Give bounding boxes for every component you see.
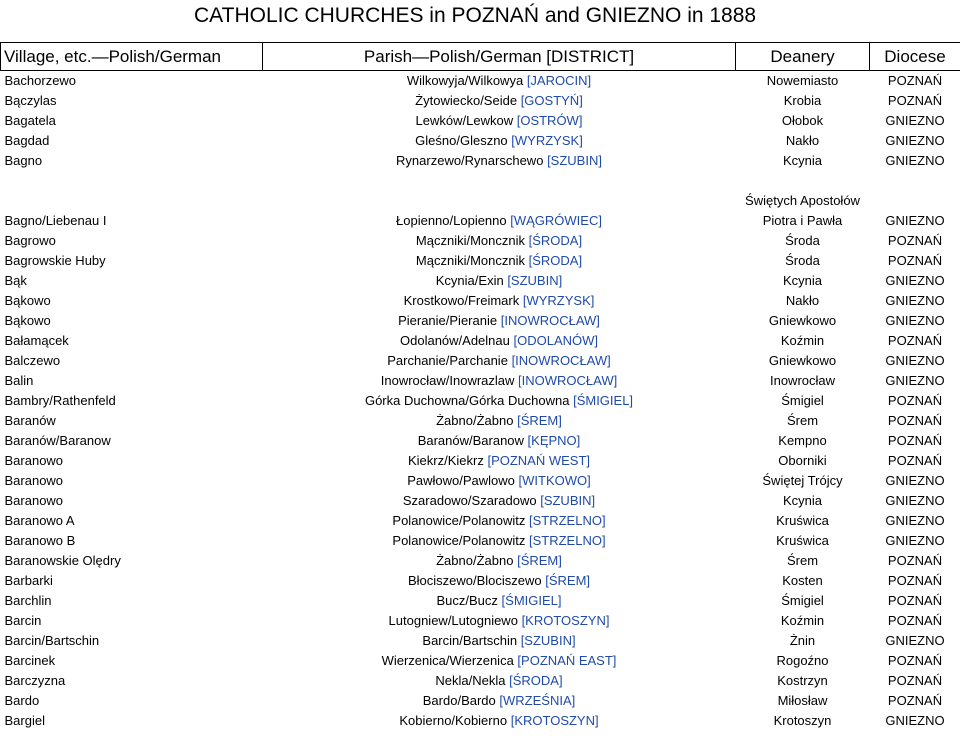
district-name: [SZUBIN] (520, 633, 576, 648)
parish-name: Parchanie/Parchanie (387, 353, 508, 368)
table-row (1, 531, 960, 551)
district-name: [WYRZYSK] (511, 133, 583, 148)
cell-deanery: Śmigiel (781, 393, 824, 408)
parish-name: Polanowice/Polanowitz (392, 533, 526, 548)
cell-deanery: Kruświca (776, 513, 829, 528)
district-name: [POZNAŃ WEST] (487, 453, 591, 468)
district-name: [KĘPNO] (527, 433, 581, 448)
district-name: [ŚRODA] (528, 233, 583, 248)
cell-village: Baranowskie Olędry (4, 553, 121, 568)
cell-village: Bardo (4, 693, 40, 708)
cell-diocese: GNIEZNO (885, 313, 945, 328)
cell-diocese: POZNAŃ (887, 613, 943, 628)
churches-table-container (0, 42, 960, 731)
parish-name: Błociszewo/Blociszewo (407, 573, 542, 588)
district-name: [ŚMIGIEL] (573, 393, 634, 408)
cell-diocese: POZNAŃ (887, 673, 943, 688)
cell-deanery: Krobia (783, 93, 822, 108)
cell-deanery: Gniewkowo (768, 353, 837, 368)
cell-deanery: Gniewkowo (768, 313, 837, 328)
district-name: [ODOLANÓW] (513, 333, 598, 348)
cell-deanery: Śrem (786, 553, 819, 568)
cell-parish (263, 591, 736, 611)
table-row (1, 651, 960, 671)
cell-diocese: GNIEZNO (885, 713, 945, 728)
table-row (1, 231, 960, 251)
cell-diocese: GNIEZNO (885, 153, 945, 168)
parish-name: Wierzenica/Wierzenica (381, 653, 514, 668)
cell-village: Baranowo (4, 493, 64, 508)
district-name: [ŚREM] (517, 553, 562, 568)
cell-diocese: POZNAŃ (887, 573, 943, 588)
cell-parish (263, 171, 736, 231)
parish-name: Górka Duchowna/Górka Duchowna (364, 393, 570, 408)
district-name: [STRZELNO] (529, 533, 606, 548)
table-row (1, 171, 960, 231)
cell-parish (263, 511, 736, 531)
cell-parish (263, 551, 736, 571)
header-village: Village, etc.—Polish/German (1, 43, 263, 71)
district-name: [INOWROCŁAW] (518, 373, 618, 388)
cell-village: Barcin/Bartschin (4, 633, 100, 648)
parish-name: Inowrocław/Inowrazlaw (380, 373, 515, 388)
cell-village: Barbarki (4, 573, 53, 588)
table-row (1, 151, 960, 171)
table-row (1, 691, 960, 711)
parish-name: Kcynia/Exin (435, 273, 504, 288)
cell-parish (263, 671, 736, 691)
cell-parish (263, 411, 736, 431)
cell-parish (263, 71, 736, 92)
parish-name: Barcin/Bartschin (422, 633, 518, 648)
cell-diocese: GNIEZNO (885, 473, 945, 488)
cell-diocese: POZNAŃ (887, 233, 943, 248)
cell-parish (263, 151, 736, 171)
cell-village: Barchlin (4, 593, 52, 608)
cell-parish (263, 251, 736, 271)
cell-village: Baranowo (4, 453, 64, 468)
table-row (1, 71, 960, 92)
cell-parish (263, 431, 736, 451)
cell-deanery: Śrem (786, 413, 819, 428)
parish-name: Łopienno/Lopienno (396, 213, 507, 228)
parish-name: Kiekrz/Kiekrz (407, 453, 484, 468)
cell-deanery: Nowemiasto (766, 73, 839, 88)
table-row (1, 371, 960, 391)
table-row (1, 411, 960, 431)
cell-diocese: POZNAŃ (887, 453, 943, 468)
cell-diocese: GNIEZNO (885, 113, 945, 128)
table-row (1, 551, 960, 571)
cell-parish (263, 611, 736, 631)
cell-village: Baranowo B (4, 533, 76, 548)
district-name: [ŚRODA] (509, 673, 563, 688)
parish-name: Rynarzewo/Rynarschewo (396, 153, 544, 168)
cell-village: Bagatela (4, 113, 56, 128)
cell-parish (263, 291, 736, 311)
cell-diocese: GNIEZNO (885, 353, 945, 368)
cell-village: Baranów (4, 413, 56, 428)
parish-name: Żytowiecko/Seide (415, 93, 518, 108)
cell-parish (263, 651, 736, 671)
cell-parish (263, 531, 736, 551)
cell-diocese: POZNAŃ (887, 433, 943, 448)
cell-village: Barcinek (4, 653, 56, 668)
cell-village: Bagdad (4, 133, 50, 148)
cell-village: Bambry/Rathenfeld (4, 393, 116, 408)
cell-village: Baranowo (4, 473, 64, 488)
district-name: [KROTOSZYN] (510, 713, 599, 728)
table-row (1, 491, 960, 511)
cell-deanery: Nakło (785, 133, 820, 148)
cell-diocese: POZNAŃ (887, 653, 943, 668)
cell-diocese: POZNAŃ (887, 413, 943, 428)
cell-village: Bagrowo (4, 233, 56, 248)
cell-village: Baranowo A (4, 513, 75, 528)
cell-village: Balczewo (4, 353, 61, 368)
cell-diocese: GNIEZNO (885, 133, 945, 148)
district-name: [ŚREM] (545, 573, 591, 588)
cell-diocese: POZNAŃ (887, 253, 943, 268)
district-name: [WĄGRÓWIEC] (510, 213, 602, 228)
cell-deanery: Środa (785, 253, 820, 268)
district-name: [SZUBIN] (547, 153, 602, 168)
cell-village: Bąkowo (4, 313, 51, 328)
parish-name: Lewków/Lewkow (415, 113, 514, 128)
cell-parish (263, 691, 736, 711)
table-row (1, 331, 960, 351)
cell-diocese: GNIEZNO (885, 533, 945, 548)
parish-name: Bardo/Bardo (422, 693, 496, 708)
cell-deanery: Rogoźno (776, 653, 829, 668)
cell-deanery: Inowrocław (769, 373, 836, 388)
table-row (1, 711, 960, 731)
parish-name: Pieranie/Pieranie (398, 313, 498, 328)
cell-deanery: Koźmin (780, 333, 825, 348)
cell-parish (263, 91, 736, 111)
cell-parish (263, 371, 736, 391)
table-row (1, 391, 960, 411)
cell-village: Bagno/Liebenau I (4, 213, 107, 228)
cell-parish (263, 331, 736, 351)
cell-deanery: Świętych Apostołów Piotra i Pawła (745, 193, 860, 228)
cell-deanery: Kcynia (782, 153, 823, 168)
table-row (1, 291, 960, 311)
table-row (1, 431, 960, 451)
parish-name: Baranów/Baranow (417, 433, 524, 448)
cell-deanery: Żnin (789, 633, 816, 648)
cell-deanery: Kruświca (776, 533, 829, 548)
district-name: [ŚREM] (517, 413, 562, 428)
cell-diocese: GNIEZNO (885, 493, 945, 508)
table-row (1, 511, 960, 531)
district-name: [SZUBIN] (540, 493, 596, 508)
district-name: [SZUBIN] (507, 273, 563, 288)
cell-deanery: Kcynia (782, 273, 823, 288)
cell-village: Baranów/Baranow (4, 433, 111, 448)
district-name: [POZNAŃ EAST] (517, 653, 617, 668)
cell-parish (263, 311, 736, 331)
district-name: [JAROCIN] (526, 73, 592, 88)
table-row (1, 251, 960, 271)
cell-diocese: GNIEZNO (885, 633, 945, 648)
cell-deanery: Koźmin (780, 613, 825, 628)
cell-diocese: GNIEZNO (885, 513, 945, 528)
cell-village: Bąkowo (4, 293, 51, 308)
cell-village: Barcin (4, 613, 42, 628)
parish-name: Krostkowo/Freimark (403, 293, 520, 308)
district-name: [WITKOWO] (518, 473, 591, 488)
cell-deanery: Miłosław (777, 693, 828, 708)
cell-village: Bagno (4, 153, 43, 168)
cell-parish (263, 391, 736, 411)
header-diocese: Diocese (870, 43, 960, 71)
cell-diocese: POZNAŃ (887, 333, 943, 348)
cell-parish (263, 231, 736, 251)
cell-village: Barczyzna (4, 673, 66, 688)
cell-diocese: GNIEZNO (885, 213, 945, 228)
parish-name: Lutogniew/Lutogniewo (388, 613, 518, 628)
cell-deanery: Ołobok (781, 113, 824, 128)
table-row (1, 351, 960, 371)
churches-table (0, 42, 960, 731)
parish-name: Wilkowyja/Wilkowya (406, 73, 524, 88)
parish-name: Gleśno/Gleszno (415, 133, 508, 148)
district-name: [INOWROCŁAW] (511, 353, 611, 368)
cell-diocese: GNIEZNO (885, 293, 945, 308)
cell-deanery: Kcynia (782, 493, 823, 508)
cell-deanery: Śmigiel (781, 593, 824, 608)
table-row (1, 611, 960, 631)
cell-diocese: POZNAŃ (887, 73, 943, 88)
cell-parish (263, 571, 736, 591)
parish-name: Szaradowo/Szaradowo (402, 493, 537, 508)
table-row (1, 671, 960, 691)
parish-name: Kobierno/Kobierno (399, 713, 508, 728)
cell-deanery: Kostrzyn (777, 673, 828, 688)
table-row (1, 631, 960, 651)
cell-village: Bałamącek (4, 333, 69, 348)
parish-name: Pawłowo/Pawlowo (407, 473, 515, 488)
cell-village: Bachorzewo (4, 73, 77, 88)
page-title: CATHOLIC CHURCHES in POZNAŃ and GNIEZNO in 1888 (194, 4, 757, 27)
cell-deanery: Środa (785, 233, 820, 248)
table-row (1, 111, 960, 131)
district-name: [INOWROCŁAW] (500, 313, 600, 328)
table-row (1, 571, 960, 591)
cell-deanery: Świętej Trójcy (762, 473, 843, 488)
page-title-bar (0, 0, 960, 34)
cell-parish (263, 271, 736, 291)
cell-parish (263, 471, 736, 491)
district-name: [KROTOSZYN] (521, 613, 610, 628)
cell-diocese: POZNAŃ (887, 93, 943, 108)
district-name: [STRZELNO] (529, 513, 606, 528)
cell-diocese: POZNAŃ (887, 693, 943, 708)
cell-diocese: GNIEZNO (885, 373, 945, 388)
district-name: [ŚRODA] (528, 253, 583, 268)
cell-diocese: POZNAŃ (887, 553, 943, 568)
parish-name: Bucz/Bucz (436, 593, 498, 608)
cell-village: Bączylas (4, 93, 57, 108)
district-name: [OSTRÓW] (516, 113, 583, 128)
cell-parish (263, 711, 736, 731)
cell-village: Bagrowskie Huby (4, 253, 106, 268)
table-body (1, 71, 960, 732)
table-row (1, 591, 960, 611)
district-name: [WRZEŚNIA] (499, 693, 576, 708)
table-row (1, 131, 960, 151)
cell-deanery: Oborniki (778, 453, 827, 468)
cell-diocese: POZNAŃ (887, 393, 943, 408)
table-row (1, 451, 960, 471)
table-row (1, 271, 960, 291)
district-name: [ŚMIGIEL] (501, 593, 562, 608)
cell-parish (263, 111, 736, 131)
header-deanery: Deanery (736, 43, 870, 71)
header-parish: Parish—Polish/German [DISTRICT] (263, 43, 736, 71)
parish-name: Odolanów/Adelnau (400, 333, 510, 348)
cell-deanery: Kempno (778, 433, 827, 448)
cell-diocese: POZNAŃ (887, 593, 943, 608)
cell-parish (263, 131, 736, 151)
parish-name: Polanowice/Polanowitz (392, 513, 526, 528)
cell-deanery: Nakło (785, 293, 820, 308)
cell-deanery: Kosten (782, 573, 823, 588)
table-header-row (1, 43, 960, 71)
cell-parish (263, 631, 736, 651)
cell-village: Bąk (4, 273, 27, 288)
cell-parish (263, 491, 736, 511)
parish-name: Mączniki/Moncznik (415, 233, 525, 248)
parish-name: Żabno/Żabno (436, 553, 514, 568)
table-row (1, 311, 960, 331)
table-row (1, 471, 960, 491)
district-name: [GOSTYŃ] (520, 93, 583, 108)
cell-deanery: Krotoszyn (773, 713, 832, 728)
cell-diocese: GNIEZNO (885, 273, 945, 288)
cell-parish (263, 351, 736, 371)
cell-village: Balin (4, 373, 34, 388)
cell-parish (263, 451, 736, 471)
table-row (1, 91, 960, 111)
parish-name: Nekla/Nekla (435, 673, 506, 688)
parish-name: Żabno/Żabno (436, 413, 514, 428)
district-name: [WYRZYSK] (522, 293, 595, 308)
cell-village: Bargiel (4, 713, 45, 728)
parish-name: Mączniki/Moncznik (415, 253, 525, 268)
